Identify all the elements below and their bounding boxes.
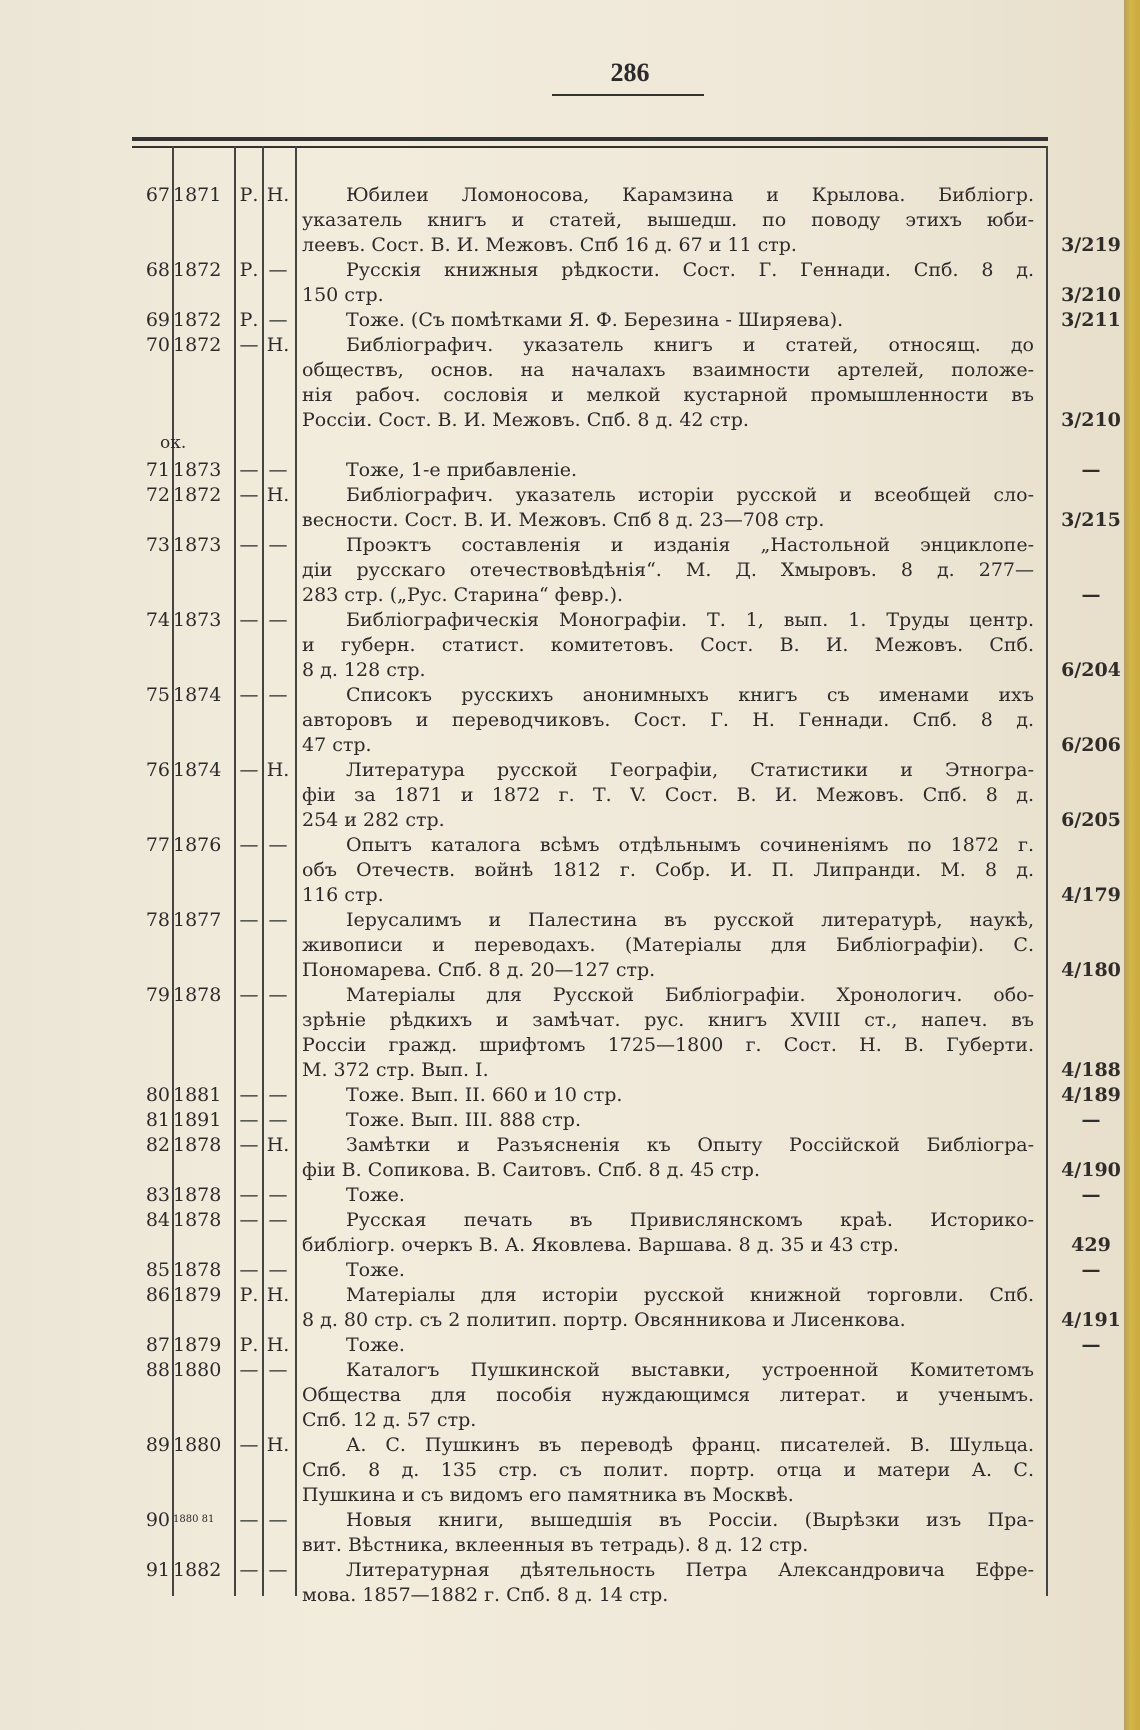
entry-flag-mark: — bbox=[268, 1559, 288, 1581]
entry-flag-mark: Н. bbox=[266, 184, 290, 206]
entry-continuation-line bbox=[0, 1032, 1140, 1058]
entry-year: 1872 bbox=[173, 309, 222, 331]
entry-text: діи русскаго отечествовѣдѣнія“. М. Д. Хмыровъ. 8 д. 277— bbox=[302, 559, 1034, 581]
entry-first-line bbox=[0, 982, 1140, 1008]
entry-number: 82 bbox=[145, 1134, 170, 1156]
entry-year: 1871 bbox=[173, 184, 222, 206]
entry-text: библіогр. очеркъ В. А. Яковлева. Варшава. 8 д. 35 и 43 стр. bbox=[302, 1234, 899, 1256]
entry-lang-mark: — bbox=[239, 909, 259, 931]
entry-flag-mark: — bbox=[268, 609, 288, 631]
entry-continuation-line bbox=[0, 857, 1140, 883]
entry-catalog-mark: — bbox=[1081, 1184, 1101, 1206]
entry-lang-mark: — bbox=[239, 334, 259, 356]
entry-flag-mark: Н. bbox=[266, 1434, 290, 1456]
entry-year: 1878 bbox=[173, 1259, 222, 1281]
entry-continuation-line bbox=[0, 882, 1140, 908]
entry-text: Тоже, 1-е прибавленіе. bbox=[346, 459, 577, 481]
entry-year-bottom: 81 bbox=[198, 1514, 215, 1525]
entry-text: Тоже. bbox=[346, 1184, 405, 1206]
entry-lang-mark: — bbox=[239, 1359, 259, 1381]
entry-year: 1878 bbox=[173, 984, 222, 1006]
entry-number: 88 bbox=[145, 1359, 170, 1381]
entry-continuation-line bbox=[0, 232, 1140, 258]
entry-text: фіи В. Сопикова. В. Саитовъ. Спб. 8 д. 45 стр. bbox=[302, 1159, 760, 1181]
entry-first-line bbox=[0, 1257, 1140, 1283]
entry-year: 1878 bbox=[173, 1134, 222, 1156]
entry-text: обществъ, основ. на началахъ взаимности артелей, положе- bbox=[302, 359, 1034, 381]
entry-continuation-line bbox=[0, 557, 1140, 583]
entry-flag-mark: — bbox=[268, 909, 288, 931]
entry-continuation-line bbox=[0, 657, 1140, 683]
entry-catalog-mark: 3/210 bbox=[1061, 284, 1121, 306]
entry-continuation-line bbox=[0, 207, 1140, 233]
entry-number: 89 bbox=[145, 1434, 170, 1456]
entry-text: М. 372 стр. Вып. I. bbox=[302, 1059, 489, 1081]
entry-text: Пономарева. Спб. 8 д. 20—127 стр. bbox=[302, 959, 656, 981]
entry-text: 150 стр. bbox=[302, 284, 384, 306]
entry-text: Русскія книжныя рѣдкости. Сост. Г. Геннади. Спб. 8 д. bbox=[346, 259, 1034, 281]
entry-number: 81 bbox=[145, 1109, 170, 1131]
entry-continuation-line bbox=[0, 782, 1140, 808]
entry-continuation-line bbox=[0, 507, 1140, 533]
entry-catalog-mark: 429 bbox=[1071, 1234, 1111, 1256]
entry-continuation-line bbox=[0, 282, 1140, 308]
entry-year: 1891 bbox=[173, 1109, 222, 1131]
entry-text: Матеріалы для Русской Библіографіи. Хронологич. обо- bbox=[346, 984, 1034, 1006]
entry-lang-mark: — bbox=[239, 1259, 259, 1281]
entry-flag-mark: Н. bbox=[266, 759, 290, 781]
entry-flag-mark: — bbox=[268, 259, 288, 281]
entry-first-line bbox=[0, 757, 1140, 783]
entry-catalog-mark: — bbox=[1081, 459, 1101, 481]
entry-number: 73 bbox=[145, 534, 170, 556]
entry-text: Русская печать въ Привислянскомъ краѣ. Историко- bbox=[346, 1209, 1034, 1231]
entry-text: Спб. 8 д. 135 стр. съ полит. портр. отца и матери А. С. bbox=[302, 1459, 1034, 1481]
entry-text: Списокъ русскихъ анонимныхъ книгъ съ именами ихъ bbox=[346, 684, 1034, 706]
entry-text: Библіографич. указатель исторіи русской и всеобщей сло- bbox=[346, 484, 1034, 506]
entry-continuation-line bbox=[0, 707, 1140, 733]
entry-flag-mark: — bbox=[268, 1259, 288, 1281]
entry-continuation-line bbox=[0, 357, 1140, 383]
entry-text: Пушкина и съ видомъ его памятника въ Москвѣ. bbox=[302, 1484, 794, 1506]
entry-number: 84 bbox=[145, 1209, 170, 1231]
entry-flag-mark: — bbox=[268, 984, 288, 1006]
entry-catalog-mark: 6/205 bbox=[1061, 809, 1121, 831]
entry-year bbox=[173, 1507, 233, 1533]
entry-number: 79 bbox=[145, 984, 170, 1006]
entry-text: Общества для пособія нуждающимся литерат. и ученымъ. bbox=[302, 1384, 1034, 1406]
entry-text: Тоже. Вып. III. 888 стр. bbox=[346, 1109, 581, 1131]
entry-lang-mark: — bbox=[239, 1109, 259, 1131]
entry-text: 283 стр. („Рус. Старина“ февр.). bbox=[302, 584, 624, 606]
entry-year: 1872 bbox=[173, 334, 222, 356]
entry-flag-mark: Н. bbox=[266, 1284, 290, 1306]
entry-first-line bbox=[0, 1357, 1140, 1383]
entry-continuation-line bbox=[0, 582, 1140, 608]
entry-number: 71 bbox=[145, 459, 170, 481]
entry-lang-mark: — bbox=[239, 484, 259, 506]
entry-first-line bbox=[0, 1557, 1140, 1583]
entry-text: леевъ. Сост. В. И. Межовъ. Спб 16 д. 67 и 11 стр. bbox=[302, 234, 797, 256]
entry-year: 1879 bbox=[173, 1284, 222, 1306]
entry-flag-mark: — bbox=[268, 834, 288, 856]
entry-year: 1872 bbox=[173, 484, 222, 506]
entry-continuation-line bbox=[0, 407, 1140, 433]
entry-text: 47 стр. bbox=[302, 734, 372, 756]
entry-first-line bbox=[0, 532, 1140, 558]
entry-year: 1872 bbox=[173, 259, 222, 281]
entry-continuation-line bbox=[0, 382, 1140, 408]
entry-continuation-line bbox=[0, 1532, 1140, 1558]
entry-catalog-mark: 3/219 bbox=[1061, 234, 1121, 256]
entry-continuation-line bbox=[0, 732, 1140, 758]
entry-continuation-line bbox=[0, 1007, 1140, 1033]
entry-text: 8 д. 80 стр. съ 2 политип. портр. Овсянникова и Лисенкова. bbox=[302, 1309, 906, 1331]
entry-catalog-mark: — bbox=[1081, 1334, 1101, 1356]
entry-number: 83 bbox=[145, 1184, 170, 1206]
entry-lang-mark: Р. bbox=[239, 184, 259, 206]
entry-catalog-mark: 4/188 bbox=[1061, 1059, 1121, 1081]
entry-text: Тоже. (Съ помѣтками Я. Ф. Березина - Ширяева). bbox=[346, 309, 844, 331]
entry-lang-mark: — bbox=[239, 1559, 259, 1581]
entry-first-line bbox=[0, 682, 1140, 708]
entry-text: Каталогъ Пушкинской выставки, устроенной Комитетомъ bbox=[346, 1359, 1034, 1381]
entry-text: весности. Сост. В. И. Межовъ. Спб 8 д. 23—708 стр. bbox=[302, 509, 825, 531]
entry-lang-mark: — bbox=[239, 1184, 259, 1206]
entry-flag-mark: Н. bbox=[266, 1134, 290, 1156]
entry-year: 1874 bbox=[173, 759, 222, 781]
entry-text: объ Отечеств. войнѣ 1812 г. Собр. И. П. Липранди. М. 8 д. bbox=[302, 859, 1034, 881]
entry-flag-mark: — bbox=[268, 534, 288, 556]
entry-year: 1877 bbox=[173, 909, 222, 931]
entry-text: Россіи. Сост. В. И. Межовъ. Спб. 8 д. 42 стр. bbox=[302, 409, 749, 431]
entry-number: 91 bbox=[145, 1559, 170, 1581]
entry-text: Библіографическія Монографіи. Т. 1, вып. 1. Труды центр. bbox=[346, 609, 1034, 631]
entry-text: 116 стр. bbox=[302, 884, 384, 906]
entry-number: 80 bbox=[145, 1084, 170, 1106]
entry-lang-mark: — bbox=[239, 609, 259, 631]
entry-year: 1873 bbox=[173, 459, 222, 481]
entry-first-line bbox=[0, 307, 1140, 333]
entry-number: 69 bbox=[145, 309, 170, 331]
entry-catalog-mark: 4/180 bbox=[1061, 959, 1121, 981]
entry-text: Тоже. bbox=[346, 1334, 405, 1356]
entry-first-line bbox=[0, 1132, 1140, 1158]
entry-first-line bbox=[0, 1082, 1140, 1108]
entry-continuation-line bbox=[0, 1482, 1140, 1508]
entry-lang-mark: — bbox=[239, 1084, 259, 1106]
entry-year: 1880 bbox=[173, 1359, 222, 1381]
entry-catalog-mark: 6/206 bbox=[1061, 734, 1121, 756]
entry-text: Литературная дѣятельность Петра Александровича Ефре- bbox=[346, 1559, 1034, 1581]
entry-first-line bbox=[0, 832, 1140, 858]
entry-lang-mark: Р. bbox=[239, 309, 259, 331]
entry-continuation-line bbox=[0, 807, 1140, 833]
entry-flag-mark: — bbox=[268, 1509, 288, 1531]
entry-text: Новыя книги, вышедшія въ Россіи. (Вырѣзки изъ Пра- bbox=[346, 1509, 1034, 1531]
entry-lang-mark: Р. bbox=[239, 259, 259, 281]
entry-year: 1881 bbox=[173, 1084, 222, 1106]
entry-number: 77 bbox=[145, 834, 170, 856]
entry-lang-mark: — bbox=[239, 834, 259, 856]
entry-text: вит. Вѣстника, вклеенныя въ тетрадь). 8 д. 12 стр. bbox=[302, 1534, 809, 1556]
entry-continuation-line bbox=[0, 957, 1140, 983]
entry-flag-mark: — bbox=[268, 309, 288, 331]
entry-number: 67 bbox=[145, 184, 170, 206]
entry-continuation-line bbox=[0, 1057, 1140, 1083]
entry-lang-mark: — bbox=[239, 1434, 259, 1456]
entry-number: 75 bbox=[145, 684, 170, 706]
entry-first-line bbox=[0, 1332, 1140, 1358]
entry-flag-mark: Н. bbox=[266, 484, 290, 506]
entry-text: авторовъ и переводчиковъ. Сост. Г. Н. Геннади. Спб. 8 д. bbox=[302, 709, 1034, 731]
entry-lang-mark: — bbox=[239, 759, 259, 781]
circa-label: ок. bbox=[160, 433, 187, 453]
entry-catalog-mark: 3/210 bbox=[1061, 409, 1121, 431]
entry-number: 68 bbox=[145, 259, 170, 281]
entry-text: Литература русской Географіи, Статистики и Этногра- bbox=[346, 759, 1034, 781]
entry-first-line bbox=[0, 1182, 1140, 1208]
entry-first-line bbox=[0, 1507, 1140, 1533]
entry-lang-mark: — bbox=[239, 1134, 259, 1156]
entry-number: 70 bbox=[145, 334, 170, 356]
entry-text: мова. 1857—1882 г. Спб. 8 д. 14 стр. bbox=[302, 1584, 669, 1606]
entry-first-line bbox=[0, 1107, 1140, 1133]
entry-number: 87 bbox=[145, 1334, 170, 1356]
entry-continuation-line bbox=[0, 1157, 1140, 1183]
entry-text: Россіи гражд. шрифтомъ 1725—1800 г. Сост. Н. В. Губерти. bbox=[302, 1034, 1034, 1056]
entry-year-top: 1880 bbox=[173, 1514, 199, 1525]
entry-year: 1882 bbox=[173, 1559, 222, 1581]
entry-text: Тоже. Вып. II. 660 и 10 стр. bbox=[346, 1084, 623, 1106]
entry-continuation-line bbox=[0, 1382, 1140, 1408]
entry-flag-mark: — bbox=[268, 1359, 288, 1381]
entry-text: Іерусалимъ и Палестина въ русской литературѣ, наукѣ, bbox=[346, 909, 1034, 931]
entry-number: 76 bbox=[145, 759, 170, 781]
entry-text: фіи за 1871 и 1872 г. Т. V. Сост. В. И. Межовъ. Спб. 8 д. bbox=[302, 784, 1034, 806]
entry-flag-mark: — bbox=[268, 1209, 288, 1231]
entry-text: Опытъ каталога всѣмъ отдѣльнымъ сочиненіямъ по 1872 г. bbox=[346, 834, 1034, 856]
entry-flag-mark: — bbox=[268, 1084, 288, 1106]
entry-continuation-line bbox=[0, 1582, 1140, 1608]
entry-number: 78 bbox=[145, 909, 170, 931]
entry-lang-mark: — bbox=[239, 459, 259, 481]
entry-first-line bbox=[0, 182, 1140, 208]
entry-catalog-mark: 4/191 bbox=[1061, 1309, 1121, 1331]
entry-year: 1878 bbox=[173, 1209, 222, 1231]
entry-text: живописи и переводахъ. (Матеріалы для Библіографіи). С. bbox=[302, 934, 1034, 956]
entry-text: нія рабоч. сословія и мелкой кустарной промышленности въ bbox=[302, 384, 1034, 406]
entry-text: зрѣніе рѣдкихъ и замѣчат. рус. книгъ XVIII ст., напеч. въ bbox=[302, 1009, 1034, 1031]
entry-first-line bbox=[0, 1432, 1140, 1458]
entry-lang-mark: — bbox=[239, 534, 259, 556]
entry-first-line bbox=[0, 457, 1140, 483]
entry-year: 1878 bbox=[173, 1184, 222, 1206]
entry-lang-mark: Р. bbox=[239, 1284, 259, 1306]
entry-lang-mark: — bbox=[239, 1209, 259, 1231]
page-number: 286 bbox=[610, 58, 650, 87]
entry-year: 1873 bbox=[173, 534, 222, 556]
entry-lang-mark: — bbox=[239, 984, 259, 1006]
entry-text: и губерн. статист. комитетовъ. Сост. В. И. Межовъ. Спб. bbox=[302, 634, 1034, 656]
entry-first-line bbox=[0, 907, 1140, 933]
entry-continuation-line bbox=[0, 1407, 1140, 1433]
entry-continuation-line bbox=[0, 1232, 1140, 1258]
entry-text: Спб. 12 д. 57 стр. bbox=[302, 1409, 477, 1431]
entry-text: Проэктъ составленія и изданія „Настольной энциклопе- bbox=[346, 534, 1034, 556]
entry-year: 1880 bbox=[173, 1434, 222, 1456]
entry-year: 1873 bbox=[173, 609, 222, 631]
entry-flag-mark: — bbox=[268, 684, 288, 706]
entry-text: Юбилеи Ломоносова, Карамзина и Крылова. Библіогр. bbox=[346, 184, 1034, 206]
entry-text: 254 и 282 стр. bbox=[302, 809, 445, 831]
entry-text: Тоже. bbox=[346, 1259, 405, 1281]
entry-catalog-mark: 3/211 bbox=[1061, 309, 1121, 331]
entry-year: 1879 bbox=[173, 1334, 222, 1356]
entry-text: Матеріалы для исторіи русской книжной торговли. Спб. bbox=[346, 1284, 1034, 1306]
entry-first-line bbox=[0, 332, 1140, 358]
entry-year: 1876 bbox=[173, 834, 222, 856]
entry-text: А. С. Пушкинъ въ переводѣ франц. писателей. В. Шульца. bbox=[346, 1434, 1034, 1456]
entry-continuation-line bbox=[0, 1307, 1140, 1333]
entry-catalog-mark: — bbox=[1081, 1109, 1101, 1131]
entry-first-line bbox=[0, 482, 1140, 508]
entry-catalog-mark: 4/189 bbox=[1061, 1084, 1121, 1106]
entry-continuation-line bbox=[0, 632, 1140, 658]
entry-number: 72 bbox=[145, 484, 170, 506]
entry-year: 1874 bbox=[173, 684, 222, 706]
entry-first-line bbox=[0, 1207, 1140, 1233]
entry-continuation-line bbox=[0, 1457, 1140, 1483]
entry-text: Библіографич. указатель книгъ и статей, относящ. до bbox=[346, 334, 1034, 356]
entry-flag-mark: — bbox=[268, 1184, 288, 1206]
entry-flag-mark: — bbox=[268, 1109, 288, 1131]
entry-number: 90 bbox=[145, 1509, 170, 1531]
entry-catalog-mark: 4/190 bbox=[1061, 1159, 1121, 1181]
entry-lang-mark: — bbox=[239, 684, 259, 706]
entry-number: 85 bbox=[145, 1259, 170, 1281]
entry-first-line bbox=[0, 607, 1140, 633]
entry-lang-mark: Р. bbox=[239, 1334, 259, 1356]
entry-flag-mark: Н. bbox=[266, 334, 290, 356]
entry-number: 74 bbox=[145, 609, 170, 631]
entry-text: 8 д. 128 стр. bbox=[302, 659, 426, 681]
entry-continuation-line bbox=[0, 932, 1140, 958]
entry-flag-mark: Н. bbox=[266, 1334, 290, 1356]
entry-text: Замѣтки и Разъясненія къ Опыту Россійской Библіогра- bbox=[346, 1134, 1034, 1156]
entry-catalog-mark: 6/204 bbox=[1061, 659, 1121, 681]
entry-catalog-mark: — bbox=[1081, 1259, 1101, 1281]
entry-flag-mark: — bbox=[268, 459, 288, 481]
entry-catalog-mark: 4/179 bbox=[1061, 884, 1121, 906]
entry-lang-mark: — bbox=[239, 1509, 259, 1531]
entry-catalog-mark: — bbox=[1081, 584, 1101, 606]
entry-number: 86 bbox=[145, 1284, 170, 1306]
entry-first-line bbox=[0, 257, 1140, 283]
entry-text: указатель книгъ и статей, вышедш. по поводу этихъ юби- bbox=[302, 209, 1034, 231]
entry-catalog-mark: 3/215 bbox=[1061, 509, 1121, 531]
entry-first-line bbox=[0, 1282, 1140, 1308]
